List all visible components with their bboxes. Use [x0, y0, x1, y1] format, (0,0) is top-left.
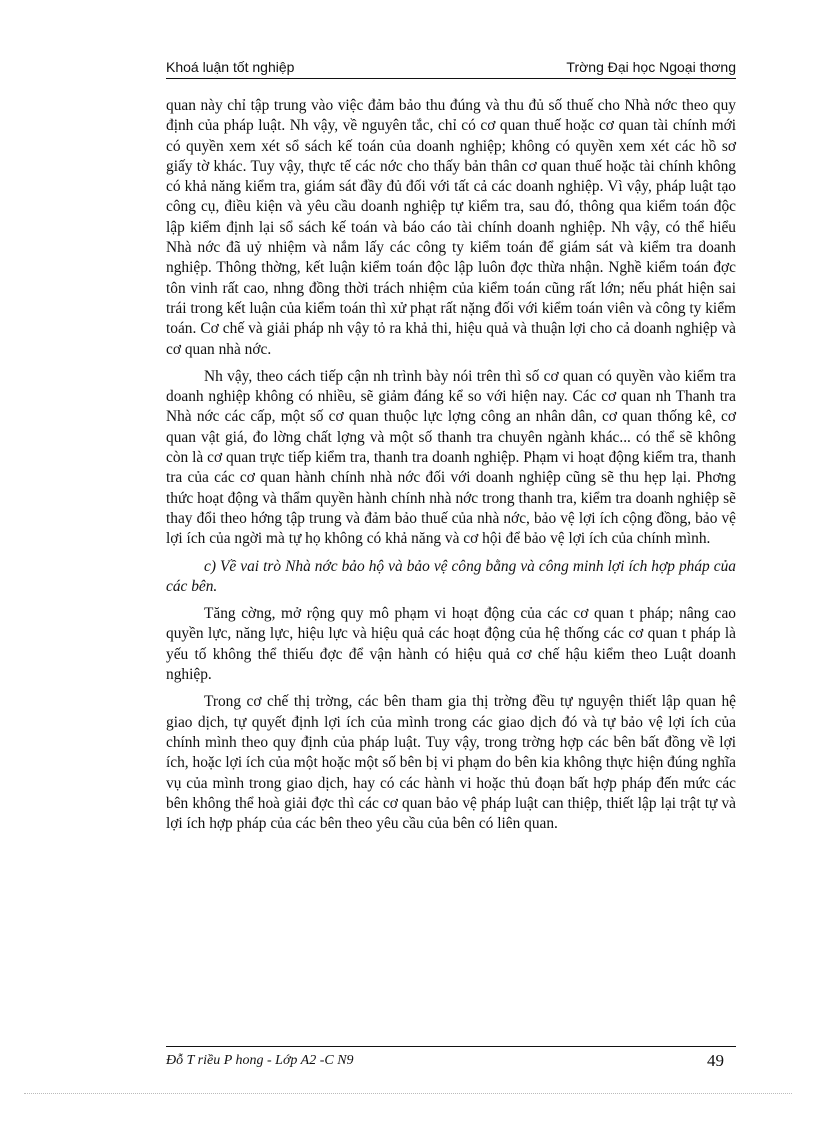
page-header: [166, 58, 736, 79]
header-university-label: Trờng Đại học Ngoại thơng: [566, 59, 736, 75]
paragraph-5: Trong cơ chế thị trờng, các bên tham gia thị trờng đều tự nguyện thiết lập quan hệ giao dịch, tự quyết định lợi ích của mình trong các giao dịch đó và tự bảo vệ lợi ích của chính mình theo quy định của pháp luật. Tuy vậy, trong trờng hợp các bên bất đồng về lợi ích, hoặc lợi ích của một hoặc một số bên bị vi phạm do bên kia không thực hiện đúng nghĩa vụ của mình trong giao dịch, hay có các hành vi hoặc thủ đoạn bất hợp pháp đến mức các bên không thể hoà giải đợc thì các cơ quan bảo vệ pháp luật can thiệp, thiết lập lại trật tự và lợi ích hợp pháp của các bên theo yêu cầu của bên có liên quan.: [166, 693, 736, 833]
section-heading-c: c) Về vai trò Nhà nớc bảo hộ và bảo vệ công bằng và công minh lợi ích hợp pháp của các bên.: [166, 557, 736, 595]
paragraph-1: quan này chỉ tập trung vào việc đảm bảo thu đúng và thu đủ số thuế cho Nhà nớc theo quy định của pháp luật. Nh vậy, về nguyên tắc, chỉ có cơ quan thuế hoặc cơ quan tài chính mới có quyền xem xét sổ sách kế toán của doanh nghiệp; không có quyền xem xét các hồ sơ giấy tờ khác. Tuy vậy, thực tế các nớc cho thấy bản thân cơ quan thuế hoặc tài chính không có khả năng kiểm tra, giám sát đầy đủ đối với tất cả các doanh nghiệp. Vì vậy, pháp luật tạo công cụ, điều kiện và yêu cầu doanh nghiệp tự kiểm tra, sau đó, thông qua kiểm toán độc lập kiểm định lại sổ sách kế toán và báo cáo tài chính doanh nghiệp. Nh vậy, có thể hiểu Nhà nớc đã uỷ nhiệm và nắm lấy các công ty kiểm toán để giám sát và kiểm tra doanh nghiệp. Thông thờng, kết luận kiểm toán độc lập luôn đợc thừa nhận. Nghề kiểm toán đợc tôn vinh rất cao, nhng đồng thời trách nhiệm của kiểm toán cũng rất lớn; nếu phát hiện sai trái trong kết luận của kiểm toán thì xử phạt rất nặng đối với kiểm toán viên và công ty kiểm toán. Cơ chế và giải pháp nh vậy tỏ ra khả thi, hiệu quả và thuận lợi cho cả doanh nghiệp và cơ quan nhà nớc.: [166, 97, 736, 358]
page-bottom-divider: [24, 1093, 792, 1094]
page-number: 49: [707, 1051, 724, 1070]
page-body: [166, 96, 736, 841]
paragraph-2: Nh vậy, theo cách tiếp cận nh trình bày nói trên thì số cơ quan có quyền vào kiểm tra doanh nghiệp không có nhiều, sẽ giảm đáng kể so với hiện nay. Các cơ quan nh Thanh tra Nhà nớc các cấp, một số cơ quan thuộc lực lợng công an nhân dân, cơ quan thống kê, cơ quan vật giá, đo lờng chất lợng và một số thanh tra chuyên ngành khác... có thể sẽ không còn là cơ quan trực tiếp kiểm tra, thanh tra doanh nghiệp. Phạm vi hoạt động kiểm tra, thanh tra của các cơ quan hành chính nhà nớc đối với doanh nghiệp cũng sẽ thu hẹp lại. Phơng thức hoạt động và thẩm quyền hành chính nhà nớc trong thanh tra, kiểm tra doanh nghiệp sẽ thay đổi theo hớng tập trung và đảm bảo thuế của nhà nớc, bảo vệ lợi ích cộng đồng, bảo vệ lợi ích của ngời mà tự họ không có khả năng và cơ hội để bảo vệ lợi ích của chính mình.: [166, 367, 736, 548]
paragraph-4: Tăng cờng, mở rộng quy mô phạm vi hoạt động của các cơ quan t pháp; nâng cao quyền lực, năng lực, hiệu lực và hiệu quả các hoạt động của hệ thống các cơ quan t pháp là yếu tố không thể thiếu đợc để vận hành có hiệu quả cơ chế hậu kiểm theo Luật doanh nghiệp.: [166, 605, 736, 684]
page-footer: [166, 1046, 736, 1077]
footer-author: Đỗ T riều P hong - Lớp A2 -C N9: [166, 1053, 354, 1068]
header-thesis-label: Khoá luận tốt nghiệp: [166, 59, 295, 75]
